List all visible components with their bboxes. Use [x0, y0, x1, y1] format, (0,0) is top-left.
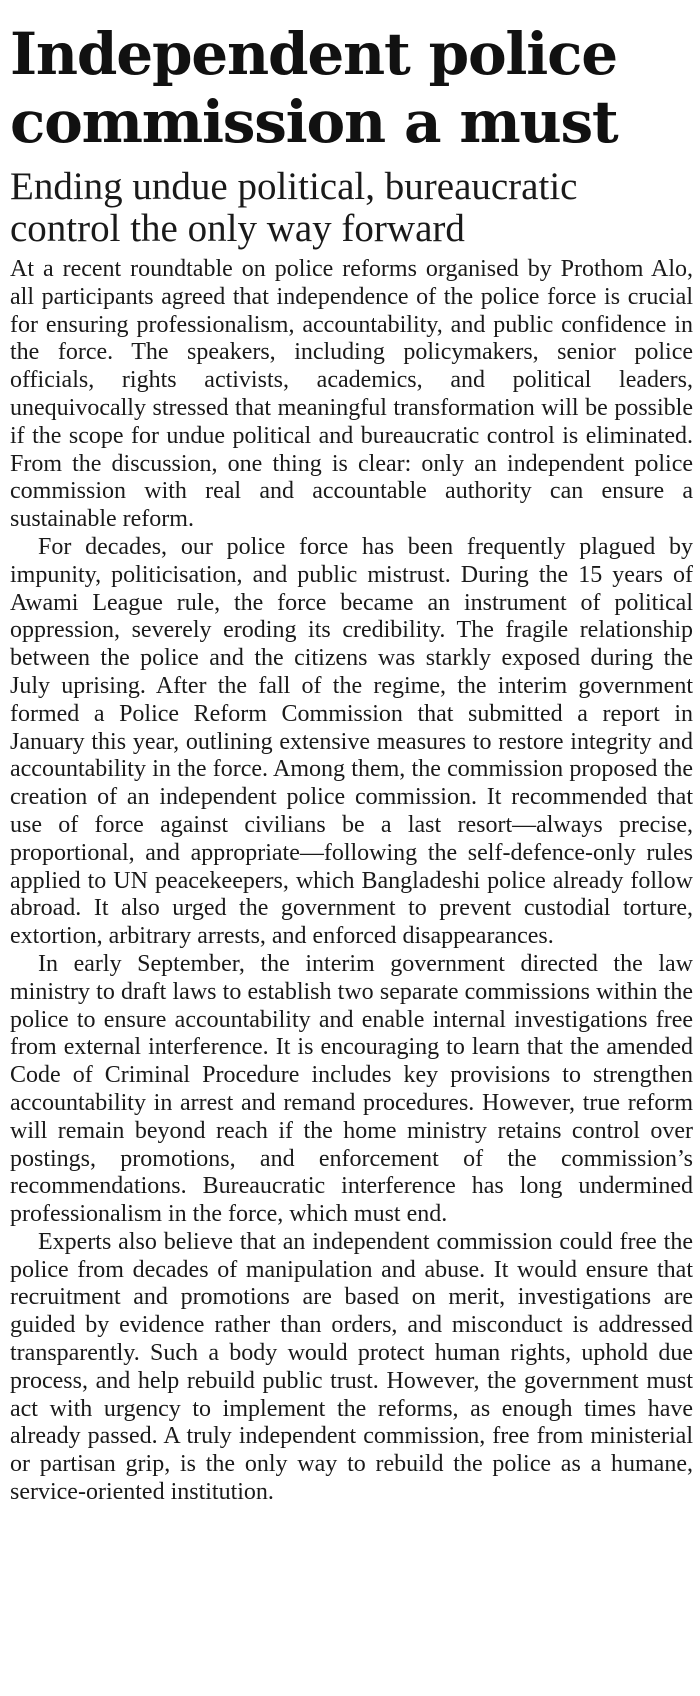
article-body — [10, 256, 693, 1507]
subheadline: Ending undue political, bureaucratic control the only way forward — [10, 165, 578, 250]
body-paragraph-3: In early September, the interim government directed the law ministry to draft laws to establish two separate commissions within the police to ensure accountability and enable internal investigations free from external interference. It is encouraging to learn that the amended Code of Criminal Procedure includes key provisions to strengthen accountability in arrest and remand procedures. However, true reform will remain beyond reach if the home ministry retains control over postings, promotions, and enforcement of the commission’s recommendations. Bureaucratic interference has long undermined professionalism in the force, which must end. — [10, 950, 693, 1228]
body-paragraph-2: For decades, our police force has been frequently plagued by impunity, politicisation, and public mistrust. During the 15 years of Awami League rule, the force became an instrument of political oppression, severely eroding its credibility. The fragile relationship between the police and the citizens was starkly exposed during the July uprising. After the fall of the regime, the interim government formed a Police Reform Commission that submitted a report in January this year, outlining extensive measures to restore integrity and accountability in the force. Among them, the commission proposed the creation of an independent police commission. It recommended that use of force against civilians be a last resort—always precise, proportional, and appropriate—following the self-defence-only rules applied to UN peacekeepers, which Bangladeshi police already follow abroad. It also urged the government to prevent custodial torture, extortion, arbitrary arrests, and enforced disappearances. — [10, 533, 693, 950]
editorial-article — [10, 0, 693, 1507]
body-paragraph-1: At a recent roundtable on police reforms organised by Prothom Alo, all participants agreed that independence of the police force is crucial for ensuring professionalism, accountability, and public confidence in the force. The speakers, including policymakers, senior police officials, rights activists, academics, and political leaders, unequivocally stressed that meaningful transformation will be possible if the scope for undue political and bureaucratic control is eliminated. From the discussion, one thing is clear: only an independent police commission with real and accountable authority can ensure a sustainable reform. — [10, 256, 693, 533]
body-paragraph-4: Experts also believe that an independent commission could free the police from decades of manipulation and abuse. It would ensure that recruitment and promotions are based on merit, investigations are guided by evidence rather than orders, and misconduct is addressed transparently. Such a body would protect human rights, uphold due process, and help rebuild public trust. However, the government must act with urgency to implement the reforms, as enough times have already passed. A truly independent commission, free from ministerial or partisan grip, is the only way to rebuild the police as a humane, service-oriented institution. — [10, 1228, 693, 1506]
headline: Independent police commission a must — [10, 20, 618, 156]
